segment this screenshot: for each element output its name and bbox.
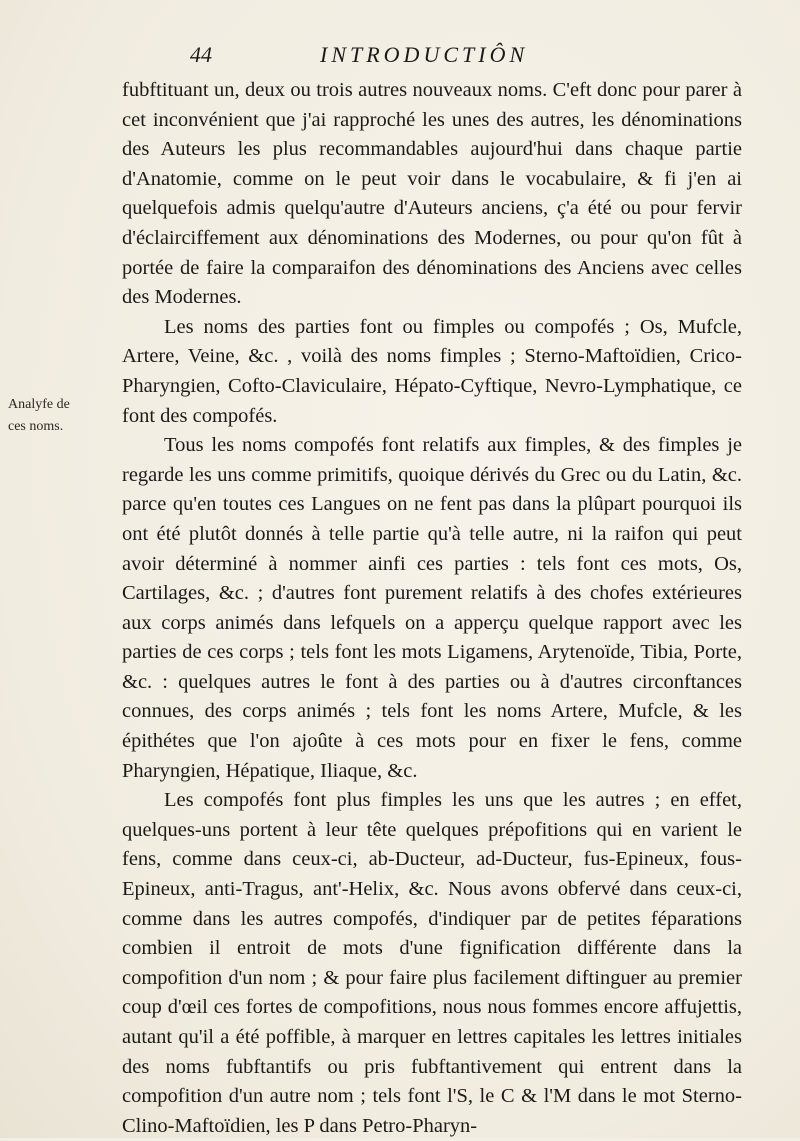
page-header xyxy=(190,40,730,76)
paragraph-1: fubftituant un, deux ou trois autres nouveaux noms. C'eft donc pour parer à cet inconvénient que j'ai rapproché les unes des autres, les dénominations des Auteurs les plus recommandables aujourd'hui dans chaque partie d'Anatomie, comme on le peut voir dans le vocabulaire, & fi j'en ai quelquefois admis quelqu'autre d'Auteurs anciens, ç'a été ou pour fervir d'éclairciffement aux dénominations des Modernes, ou pour qu'on fût à portée de faire la comparaifon des dénominations des Anciens avec celles des Modernes. xyxy=(122,79,742,309)
margin-note-line: ces noms. xyxy=(8,419,64,434)
running-title: INTRODUCTIÔN xyxy=(320,42,529,67)
paragraph-2: Les noms des parties font ou fimples ou compofés ; Os, Mufcle, Artere, Veine, &c. , voilà des noms fimples ; Sterno-Maftoïdien, Crico-Pharyngien, Cofto-Claviculaire, Hépato-Cyftique, Nevro-Lymphatique, ce font des compofés. xyxy=(122,315,742,427)
page-number: 44 xyxy=(190,42,212,67)
margin-note-line: Analyfe de xyxy=(8,397,70,412)
paragraph-3: Tous les noms compofés font relatifs aux fimples, & des fimples je regarde les uns comme primitifs, quoique dérivés du Grec ou du Latin, &c. parce qu'en toutes ces Langues on ne fent pas dans la plûpart pourquoi ils ont été plutôt donnés à telle partie qu'à telle autre, ni la raifon qui peut avoir déterminé à nommer ainfi ces parties : tels font ces mots, Os, Cartilages, &c. ; d'autres font purement relatifs à des chofes extérieures aux corps animés dans lefquels on a apperçu quelque rapport avec les parties de ces corps ; tels font les mots Ligamens, Arytenoïde, Tibia, Porte, &c. : quelques autres le font à des parties ou à d'autres circonftances connues, des corps animés ; tels font les noms Artere, Mufcle, & les épithétes que l'on ajoûte à ces mots pour en fixer le fens, comme Pharyngien, Hépatique, Iliaque, &c. xyxy=(122,434,742,782)
body-text xyxy=(122,76,742,1141)
margin-note xyxy=(8,394,108,438)
paragraph-4: Les compofés font plus fimples les uns que les autres ; en effet, quelques-uns portent à leur tête quelques prépofitions qui en varient le fens, comme dans ceux-ci, ab-Ducteur, ad-Ducteur, fus-Epineux, fous-Epineux, anti-Tragus, ant'-Helix, &c. Nous avons obfervé dans ceux-ci, comme dans les autres compofés, d'indiquer par de petites féparations combien il entroit de mots d'une fignification différente dans la compofition d'un nom ; & pour faire plus facilement diftinguer au premier coup d'œil ces fortes de compofitions, nous nous fommes encore affujettis, autant qu'il a été poffible, à marquer en lettres capitales les lettres initiales des noms fubftantifs ou pris fubftantivement qui entrent dans la compofition d'un autre nom ; tels font l'S, le C & l'M dans le mot Sterno-Clino-Maftoïdien, les P dans Petro-Pharyn- xyxy=(122,789,742,1137)
